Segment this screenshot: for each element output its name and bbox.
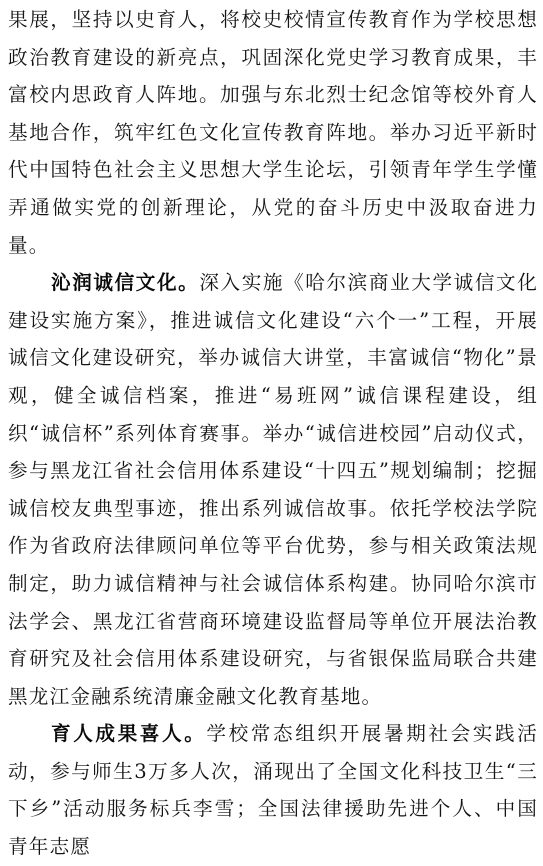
paragraph-2-heading: 沁润诚信文化。 <box>51 271 200 295</box>
paragraph-2 <box>8 264 538 715</box>
paragraph-2-text: 深入实施《哈尔滨商业大学诚信文化建设实施方案》，推进诚信文化建设“六个一”工程，开展诚信文化建设研究，举办诚信大讲堂，丰富诚信“物化”景观，健全诚信档案，推进“易班网”诚信课程建设，组织“诚信杯”系列体育赛事。举办“诚信进校园”启动仪式，参与黑龙江省社会信用体系建设“十四五”规划编制；挖掘诚信校友典型事迹，推出系列诚信故事。依托学校法学院作为省政府法律顾问单位等平台优势，参与相关政策法规制定，助力诚信精神与社会诚信体系构建。协同哈尔滨市法学会、黑龙江省营商环境建设监督局等单位开展法治教育研究及社会信用体系建设研究，与省银保监局联合共建黑龙江金融系统清廉金融文化教育基地。 <box>8 271 538 708</box>
paragraph-1 <box>8 1 538 264</box>
paragraph-1-text: 果展，坚持以史育人，将校史校情宣传教育作为学校思想政治教育建设的新亮点，巩固深化党史学习教育成果，丰富校内思政育人阵地。加强与东北烈士纪念馆等校外育人基地合作，筑牢红色文化宣传教育阵地。举办习近平新时代中国特色社会主义思想大学生论坛，引领青年学生学懂弄通做实党的创新理论，从党的奋斗历史中汲取奋进力量。 <box>8 8 538 257</box>
paragraph-3 <box>8 715 538 865</box>
paragraph-3-text: 学校常态组织开展暑期社会实践活动，参与师生3万多人次，涌现出了全国文化科技卫生“三下乡”活动服务标兵李雪；全国法律援助先进个人、中国青年志愿 <box>8 722 538 859</box>
paragraph-3-heading: 育人成果喜人。 <box>51 722 207 746</box>
